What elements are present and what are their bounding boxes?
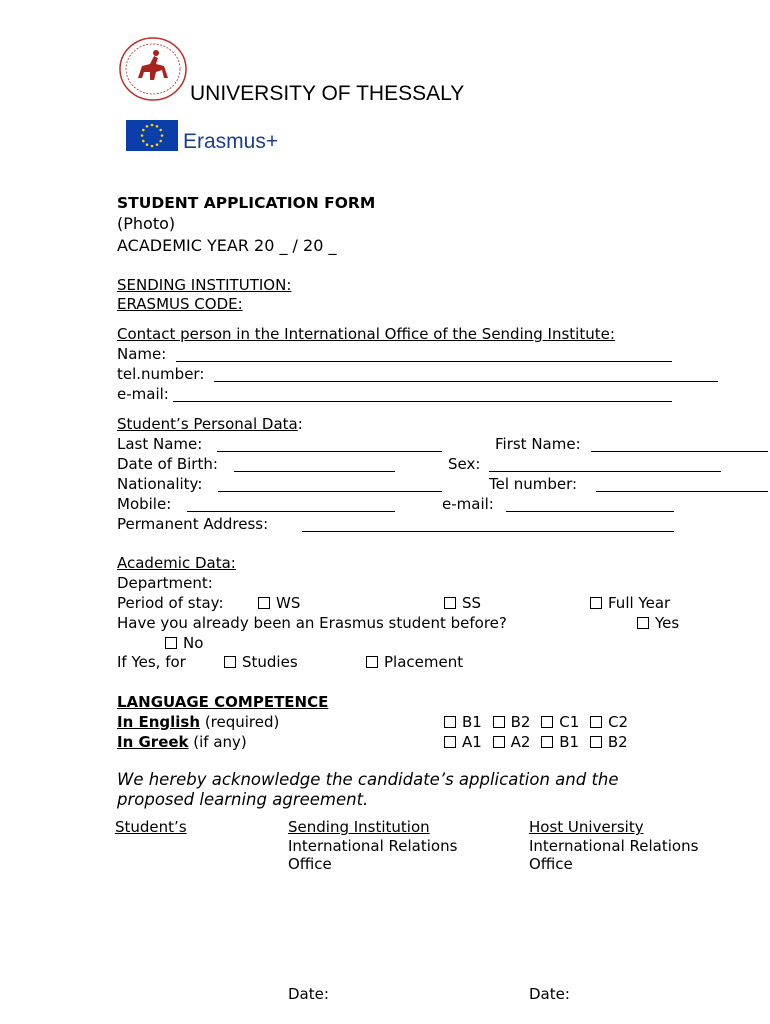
tel-number-field[interactable]: [596, 491, 768, 492]
no-checkbox[interactable]: [165, 637, 177, 649]
ss-option[interactable]: SS: [444, 593, 481, 613]
address-field[interactable]: [302, 531, 674, 532]
level-option[interactable]: C2: [590, 713, 628, 731]
university-name: UNIVERSITY OF THESSALY: [190, 82, 465, 105]
level-option[interactable]: C1: [541, 713, 579, 731]
greek-label: In Greek (if any): [117, 733, 247, 751]
mobile-field[interactable]: [187, 511, 395, 512]
level-option[interactable]: B2: [590, 733, 628, 751]
level-checkbox[interactable]: [590, 716, 602, 728]
level-option[interactable]: B1: [541, 733, 579, 751]
first-name-field[interactable]: [591, 451, 768, 452]
placement-checkbox[interactable]: [366, 656, 378, 668]
ss-checkbox[interactable]: [444, 597, 456, 609]
acknowledge-line-2: proposed learning agreement.: [117, 790, 369, 809]
studies-option[interactable]: Studies: [224, 652, 298, 672]
level-checkbox[interactable]: [541, 716, 553, 728]
university-seal-logo: [118, 36, 188, 102]
contact-name-field[interactable]: [176, 361, 672, 362]
level-option[interactable]: A1: [444, 733, 482, 751]
sending-date-label: Date:: [288, 985, 329, 1003]
mobile-label: Mobile:: [117, 495, 172, 513]
studies-checkbox[interactable]: [224, 656, 236, 668]
sending-institution-label: SENDING INSTITUTION:: [117, 276, 292, 294]
contact-email-field[interactable]: [173, 401, 672, 402]
erasmus-before-question: Have you already been an Erasmus student before?: [117, 614, 507, 632]
ws-checkbox[interactable]: [258, 597, 270, 609]
email-field[interactable]: [506, 511, 674, 512]
sending-institution-signature-title: Sending Institution: [288, 818, 430, 836]
no-option[interactable]: No: [165, 633, 203, 653]
level-option[interactable]: A2: [493, 733, 531, 751]
host-office-line-2: Office: [529, 855, 573, 873]
host-university-signature-title: Host University: [529, 818, 644, 836]
tel-number-label: Tel number:: [489, 475, 578, 493]
last-name-field[interactable]: [217, 451, 442, 452]
host-date-label: Date:: [529, 985, 570, 1003]
contact-heading: Contact person in the International Office of the Sending Institute:: [117, 325, 615, 343]
academic-year: ACADEMIC YEAR 20 _ / 20 _: [117, 236, 337, 255]
level-checkbox[interactable]: [541, 736, 553, 748]
last-name-label: Last Name:: [117, 435, 203, 453]
level-option[interactable]: B1: [444, 713, 482, 731]
period-label: Period of stay:: [117, 594, 224, 612]
yes-option[interactable]: Yes: [637, 613, 679, 633]
language-heading: LANGUAGE COMPETENCE: [117, 693, 329, 711]
erasmus-plus-logo: Erasmus+: [183, 130, 279, 153]
contact-name-label: Name:: [117, 345, 167, 363]
nationality-field[interactable]: [218, 491, 442, 492]
level-checkbox[interactable]: [590, 736, 602, 748]
full-year-checkbox[interactable]: [590, 597, 602, 609]
english-levels: [444, 712, 628, 732]
full-year-option[interactable]: Full Year: [590, 593, 670, 613]
email-label: e-mail:: [442, 495, 494, 513]
sex-field[interactable]: [489, 471, 721, 472]
address-label: Permanent Address:: [117, 515, 269, 533]
department-label: Department:: [117, 574, 213, 592]
student-signature-label: Student’s: [115, 818, 187, 836]
if-yes-label: If Yes, for: [117, 653, 186, 671]
host-office-line-1: International Relations: [529, 837, 699, 855]
nationality-label: Nationality:: [117, 475, 203, 493]
sending-office-line-1: International Relations: [288, 837, 458, 855]
acknowledge-line-1: We hereby acknowledge the candidate’s application and the: [117, 770, 619, 789]
level-checkbox[interactable]: [493, 716, 505, 728]
dob-label: Date of Birth:: [117, 455, 218, 473]
contact-tel-label: tel.number:: [117, 365, 205, 383]
level-checkbox[interactable]: [493, 736, 505, 748]
first-name-label: First Name:: [495, 435, 581, 453]
level-option[interactable]: B2: [493, 713, 531, 731]
dob-field[interactable]: [234, 471, 395, 472]
yes-checkbox[interactable]: [637, 617, 649, 629]
english-label: In English (required): [117, 713, 280, 731]
erasmus-code-label: ERASMUS CODE:: [117, 295, 243, 313]
personal-heading: Student’s Personal Data:: [117, 415, 303, 433]
form-title: STUDENT APPLICATION FORM: [117, 194, 376, 212]
sex-label: Sex:: [448, 455, 481, 473]
photo-placeholder: (Photo): [117, 214, 176, 233]
ws-option[interactable]: WS: [258, 593, 300, 613]
academic-heading: Academic Data:: [117, 554, 236, 572]
sending-office-line-2: Office: [288, 855, 332, 873]
level-checkbox[interactable]: [444, 736, 456, 748]
eu-flag-icon: [126, 120, 178, 151]
placement-option[interactable]: Placement: [366, 652, 463, 672]
contact-tel-field[interactable]: [214, 381, 718, 382]
greek-levels: [444, 732, 628, 752]
level-checkbox[interactable]: [444, 716, 456, 728]
contact-email-label: e-mail:: [117, 385, 169, 403]
